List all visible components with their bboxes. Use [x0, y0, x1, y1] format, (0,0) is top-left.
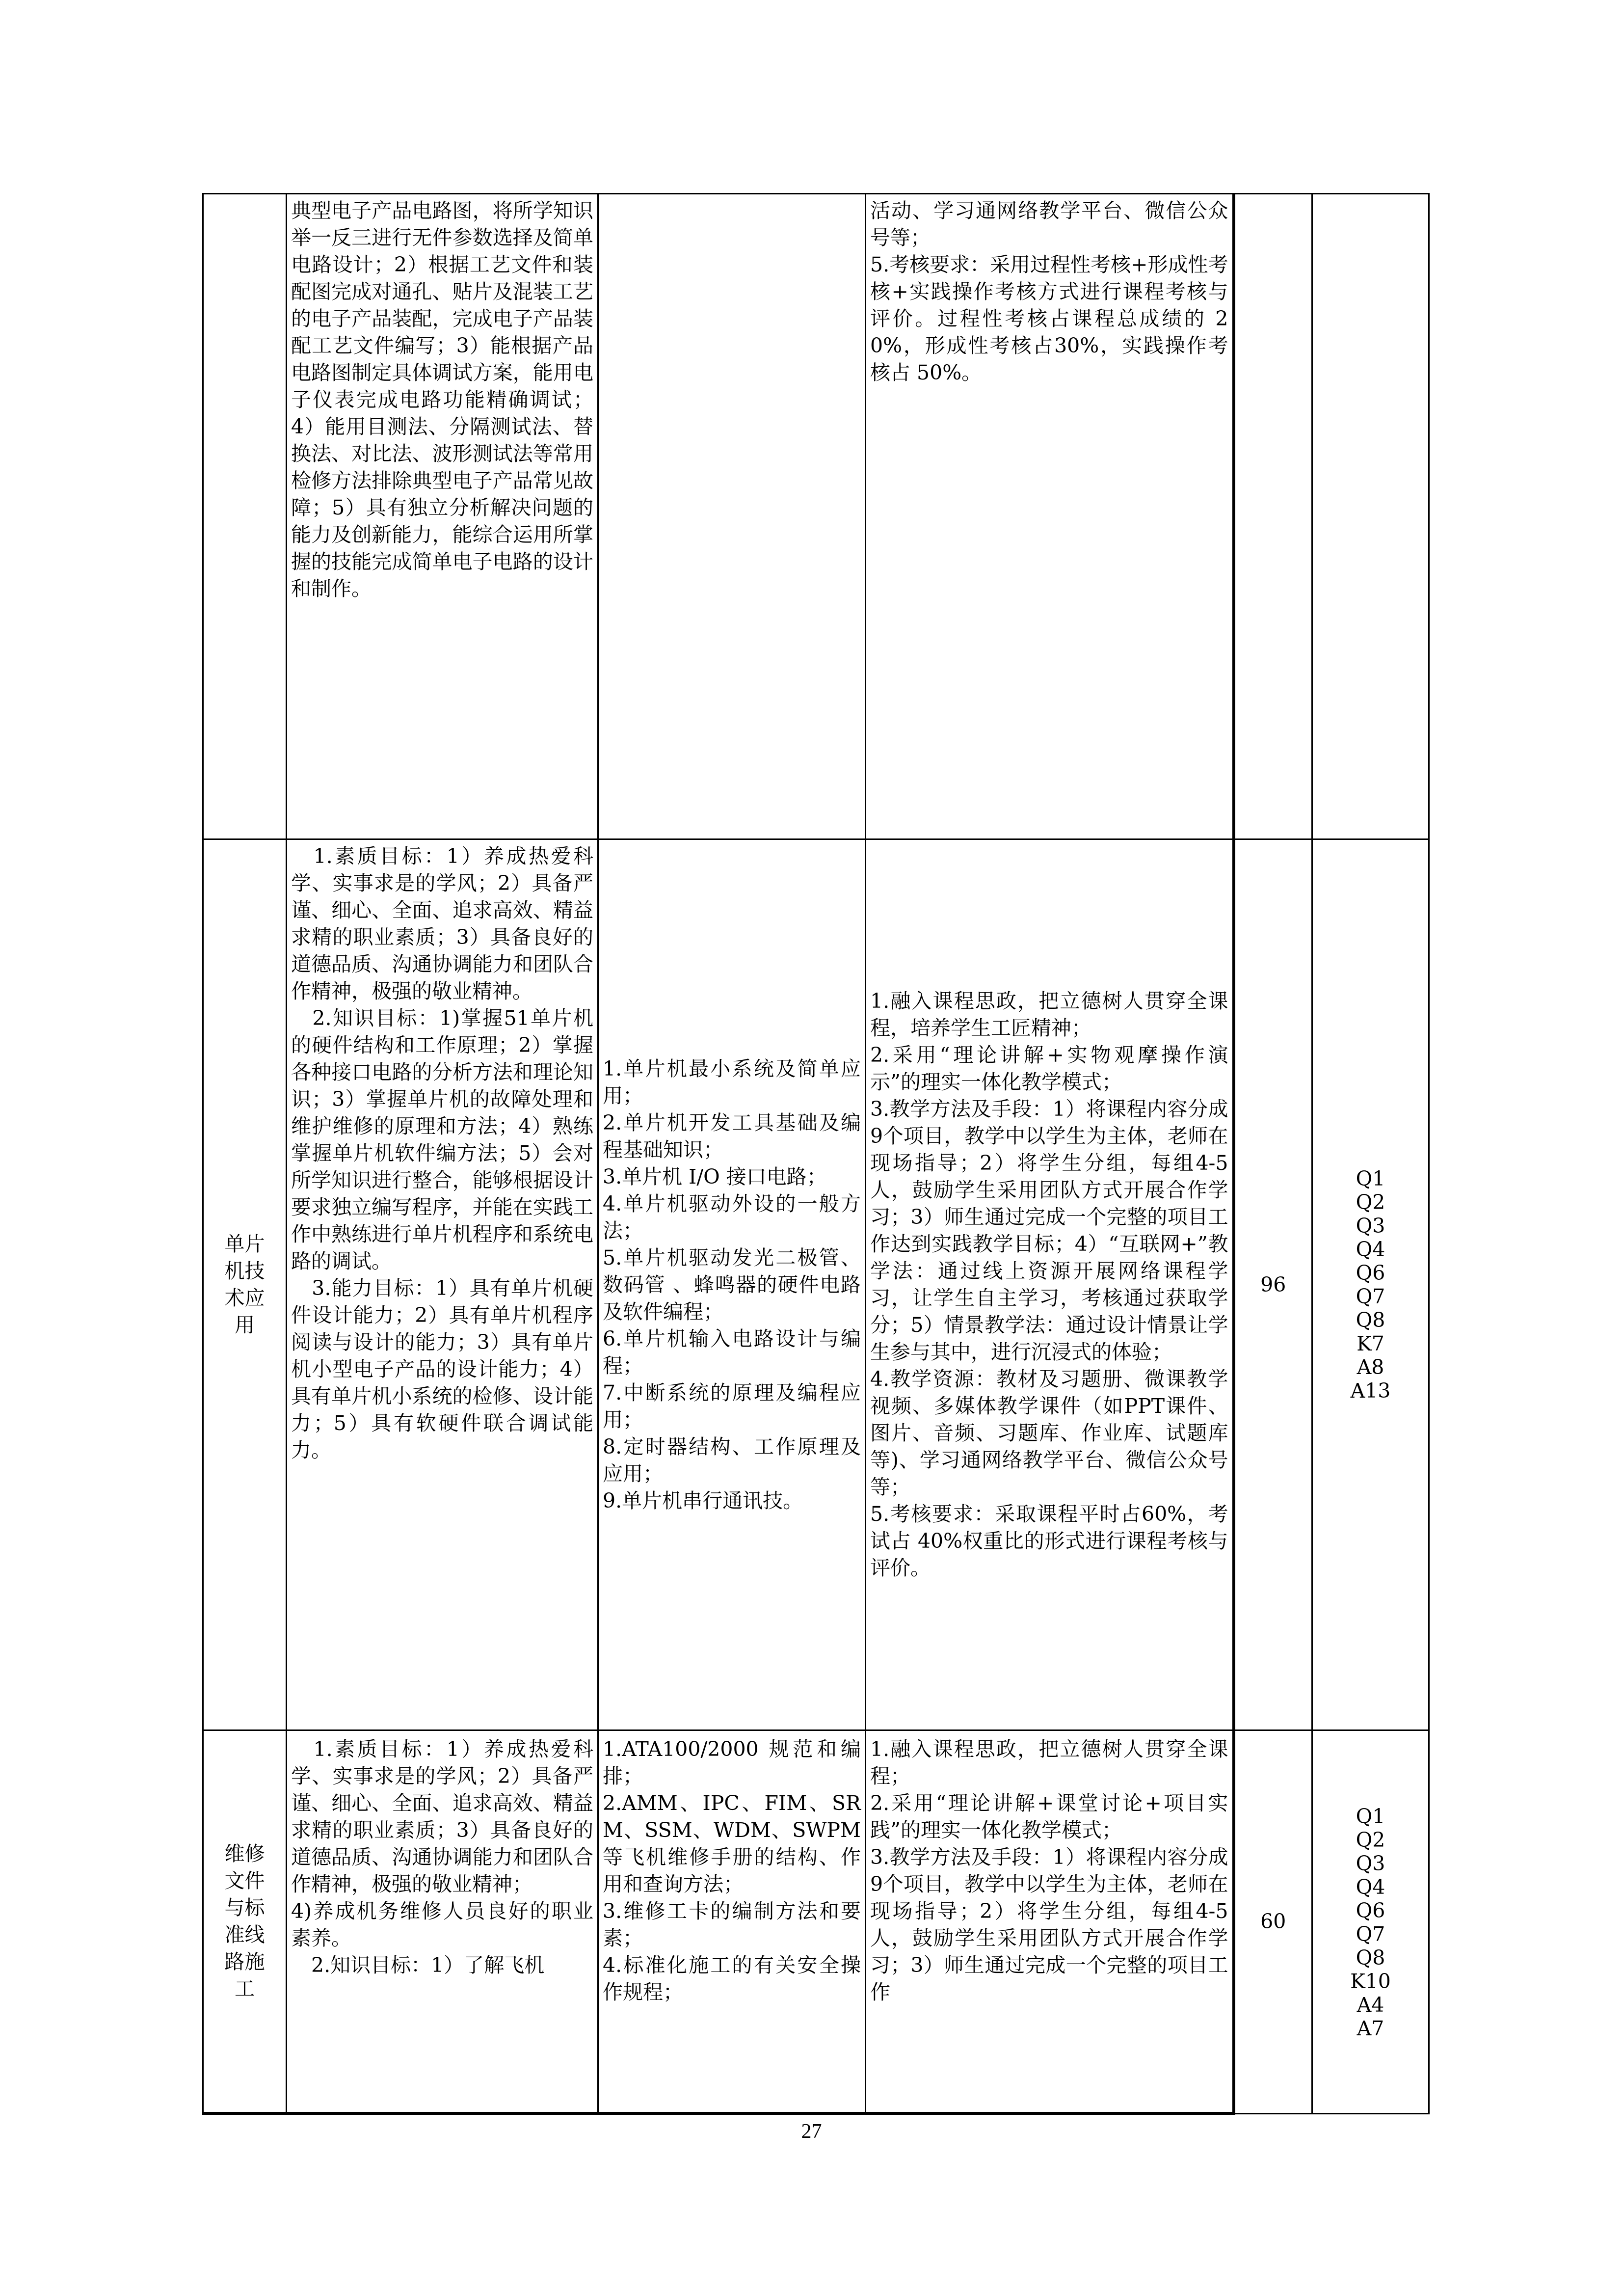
table-row	[203, 1730, 1429, 2114]
hours-cell: 60	[1234, 1730, 1312, 2114]
requirements-cell: 1.融入课程思政，把立德树人贯穿全课程，培养学生工匠精神； 2.采用“理论讲解+实物观摩操作演示”的理实一体化教学模式； 3.教学方法及手段：1）将课程内容分成9个项目，教学中以学生为主体，老师在现场指导；2）将学生分组，每组4-5人，鼓励学生采用团队方式开展合作学习；3）师生通过完成一个完整的项目工作达到实践教学目标；4）“互联网+”教学法：通过线上资源开展网络课程学习，让学生自主学习，考核通过获取学分；5）情景教学法：通过设计情景让学生参与其中，进行沉浸式的体验； 4.教学资源：教材及习题册、微课教学视频、多媒体教学课件（如PPT课件、图片、音频、习题库、作业库、试题库等)、学习通网络教学平台、微信公众号等； 5.考核要求：采取课程平时占60%，考试占 40%权重比的形式进行课程考核与评价。	[866, 839, 1234, 1730]
requirements-cell: 活动、学习通网络教学平台、微信公众号等； 5.考核要求：采用过程性考核+形成性考核+实践操作考核方式进行课程考核与评价。过程性考核占课程总成绩的 20%，形成性考核占30%，实践操作考核占 50%。	[866, 194, 1234, 839]
page-number: 27	[801, 2120, 822, 2143]
requirements-cell: 1.融入课程思政，把立德树人贯穿全课程； 2.采用“理论讲解+课堂讨论+项目实践”的理实一体化教学模式； 3.教学方法及手段：1）将课程内容分成9个项目，教学中以学生为主体，老师在现场指导；2）将学生分组，每组4-5人，鼓励学生采用团队方式开展合作学习；3）师生通过完成一个完整的项目工作	[866, 1730, 1234, 2114]
course-name-cell	[203, 194, 287, 839]
content-cell	[598, 194, 866, 839]
course-name-cell: 单片 机技 术应 用	[203, 839, 287, 1730]
course-table	[202, 193, 1430, 2115]
objectives-cell: 典型电子产品电路图，将所学知识举一反三进行无件参数选择及简单电路设计；2）根据工艺文件和装配图完成对通孔、贴片及混装工艺的电子产品装配，完成电子产品装配工艺文件编写；3）能根据产品电路图制定具体调试方案，能用电子仪表完成电路功能精确调试；4）能用目测法、分隔测试法、替换法、对比法、波形测试法等常用检修方法排除典型电子产品常见故障；5）具有独立分析解决问题的能力及创新能力，能综合运用所掌握的技能完成简单电子电路的设计和制作。	[287, 194, 598, 839]
codes-cell	[1312, 194, 1429, 839]
course-name-cell: 维修 文件 与标 准线 路施 工	[203, 1730, 287, 2114]
content-cell: 1.单片机最小系统及简单应用； 2.单片机开发工具基础及编程基础知识； 3.单片机 I/O 接口电路； 4.单片机驱动外设的一般方法； 5.单片机驱动发光二极管、数码管 、蜂鸣器的硬件电路及软件编程； 6.单片机输入电路设计与编程； 7.中断系统的原理及编程应用； 8.定时器结构、工作原理及应用； 9.单片机串行通讯技。	[598, 839, 866, 1730]
hours-cell	[1234, 194, 1312, 839]
table-row	[203, 839, 1429, 1730]
hours-cell: 96	[1234, 839, 1312, 1730]
codes-cell: Q1 Q2 Q3 Q4 Q6 Q7 Q8 K7 A8 A13	[1312, 839, 1429, 1730]
table-row	[203, 194, 1429, 839]
objectives-cell: 1.素质目标：1）养成热爱科学、实事求是的学风；2）具备严谨、细心、全面、追求高效、精益求精的职业素质；3）具备良好的道德品质、沟通协调能力和团队合作精神，极强的敬业精神。 2.知识目标：1)掌握51单片机的硬件结构和工作原理；2）掌握各种接口电路的分析方法和理论知识；3）掌握单片机的故障处理和维护维修的原理和方法；4）熟练掌握单片机软件编方法；5）会对所学知识进行整合，能够根据设计要求独立编写程序，并能在实践工作中熟练进行单片机程序和系统电路的调试。 3.能力目标：1）具有单片机硬件设计能力；2）具有单片机程序阅读与设计的能力；3）具有单片机小型电子产品的设计能力；4）具有单片机小系统的检修、设计能力；5）具有软硬件联合调试能力。	[287, 839, 598, 1730]
objectives-cell: 1.素质目标：1）养成热爱科学、实事求是的学风；2）具备严谨、细心、全面、追求高效、精益求精的职业素质；3）具备良好的道德品质、沟通协调能力和团队合作精神，极强的敬业精神； 4)养成机务维修人员良好的职业素养。 2.知识目标：1）了解飞机	[287, 1730, 598, 2114]
codes-cell: Q1 Q2 Q3 Q4 Q6 Q7 Q8 K10 A4 A7	[1312, 1730, 1429, 2114]
content-cell: 1.ATA100/2000 规范和编排； 2.AMM、IPC、FIM、SRM、SSM、WDM、SWPM等飞机维修手册的结构、作用和查询方法； 3.维修工卡的编制方法和要素； 4.标准化施工的有关安全操作规程；	[598, 1730, 866, 2114]
